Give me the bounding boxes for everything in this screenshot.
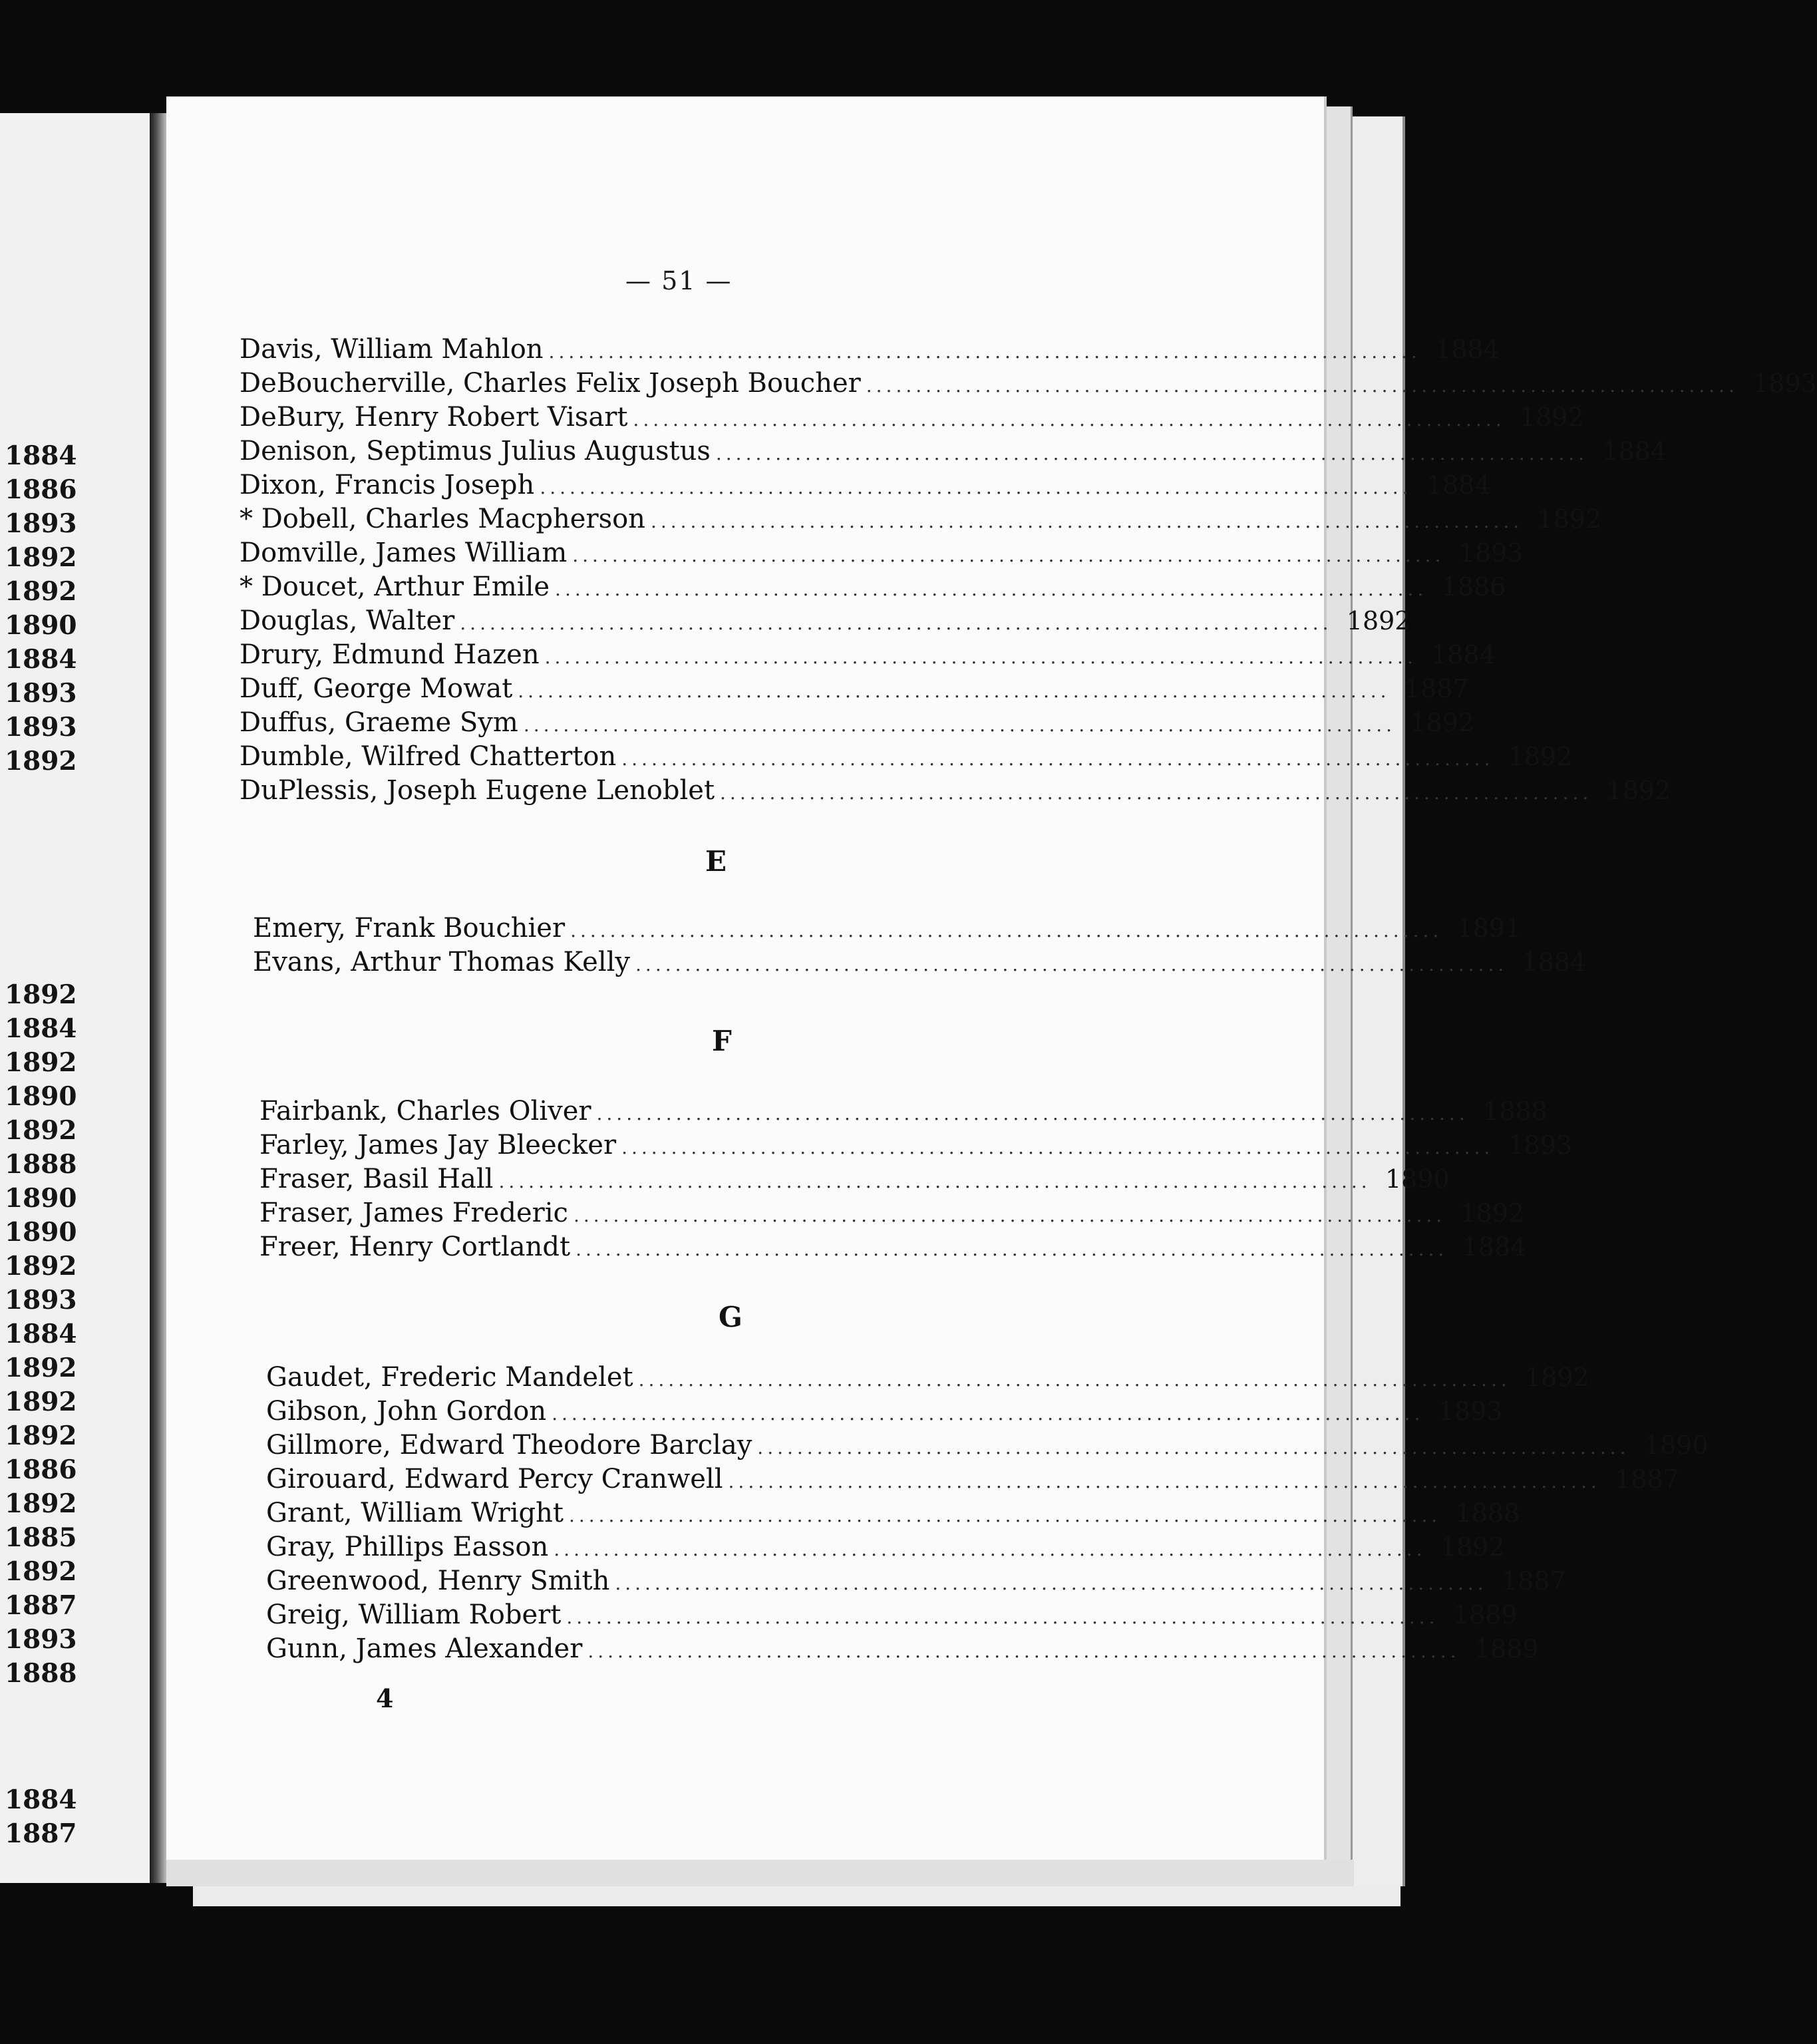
leader-dots: ........................................................................................ [552, 1403, 1424, 1425]
section-e-list [253, 912, 1587, 979]
list-item [240, 502, 1602, 536]
entry-name: Farley, James Jay Bleecker [259, 1130, 617, 1160]
list-item [266, 1395, 1503, 1429]
left-year: 1892 [5, 1556, 77, 1587]
list-item [240, 367, 1817, 401]
section-heading-g: G [719, 1301, 743, 1333]
left-year: 1892 [5, 979, 77, 1010]
leader-dots: ........................................................................................ [540, 476, 1412, 498]
list-item [266, 1429, 1709, 1462]
leader-dots: ........................................................................................ [757, 1437, 1630, 1458]
left-year: 1884 [5, 644, 77, 675]
entry-name: Gunn, James Alexander [266, 1633, 583, 1664]
section-heading-f: F [712, 1025, 732, 1057]
entry-year: 1893 [1438, 1397, 1503, 1426]
list-item [266, 1530, 1505, 1564]
entry-year: 1889 [1474, 1634, 1539, 1663]
left-year: 1886 [5, 474, 77, 505]
entry-year: 1893 [1508, 1130, 1573, 1160]
left-year: 1884 [5, 1785, 77, 1815]
entry-year: 1886 [1441, 572, 1506, 601]
leader-dots: ........................................................................................ [596, 1103, 1469, 1124]
left-year: 1890 [5, 1217, 77, 1248]
entry-name: Freer, Henry Cortlandt [259, 1232, 571, 1262]
left-year: 1884 [5, 440, 77, 471]
list-item [240, 434, 1667, 468]
entry-year: 1892 [1537, 504, 1602, 534]
list-item [240, 706, 1475, 740]
entry-name: Duffus, Graeme Sym [240, 707, 518, 738]
left-years-group-2 [5, 978, 78, 1691]
leader-dots: ........................................................................................ [570, 920, 1443, 941]
leader-dots: ........................................................................................ [523, 714, 1397, 736]
entry-name: * Doucet, Arthur Emile [240, 572, 550, 602]
entry-name: Dixon, Francis Joseph [240, 470, 535, 500]
left-year: 1890 [5, 1183, 77, 1214]
entry-name: * Dobell, Charles Macpherson [240, 504, 645, 534]
entry-name: Douglas, Walter [240, 605, 455, 636]
entry-year: 1892 [1410, 708, 1475, 737]
leader-dots: ........................................................................................ [866, 375, 1738, 397]
list-item [266, 1462, 1679, 1496]
entry-year: 1892 [1606, 776, 1671, 805]
left-year: 1888 [5, 1149, 77, 1180]
entry-name: Gillmore, Edward Theodore Barclay [266, 1430, 752, 1460]
leader-dots: ........................................................................................ [621, 1136, 1494, 1158]
list-item [266, 1632, 1539, 1666]
entry-name: Domville, James William [240, 538, 568, 568]
list-item [259, 1128, 1573, 1162]
entry-name: DeBoucherville, Charles Felix Joseph Boucher [240, 368, 861, 399]
list-item [240, 672, 1469, 706]
page-edge [193, 1886, 1401, 1906]
entry-name: Dumble, Wilfred Chatterton [240, 741, 617, 772]
entry-year: 1892 [1346, 606, 1411, 635]
leader-dots: ........................................................................................ [460, 612, 1333, 634]
list-item [240, 604, 1411, 638]
entry-year: 1887 [1501, 1566, 1566, 1596]
list-item [240, 740, 1573, 774]
left-year: 1890 [5, 1081, 77, 1112]
entry-name: Denison, Septimus Julius Augustus [240, 436, 711, 466]
left-year: 1893 [5, 678, 77, 709]
entry-name: Emery, Frank Bouchier [253, 913, 566, 943]
list-item [253, 945, 1587, 979]
leader-dots: ........................................................................................ [635, 953, 1508, 975]
leader-dots: ........................................................................................ [518, 680, 1391, 702]
leader-dots: ........................................................................................ [621, 748, 1494, 770]
entry-name: Girouard, Edward Percy Cranwell [266, 1464, 723, 1494]
leader-dots: ........................................................................................ [720, 782, 1593, 804]
entry-name: Gray, Phillips Easson [266, 1532, 549, 1562]
left-year: 1892 [5, 1421, 77, 1451]
entry-year: 1892 [1460, 1198, 1525, 1228]
left-years-group-1 [5, 439, 78, 778]
section-d-list [240, 333, 1817, 808]
leader-dots: ........................................................................................ [572, 544, 1445, 566]
entry-year: 1884 [1602, 436, 1667, 466]
leader-dots: ........................................................................................ [638, 1369, 1511, 1391]
list-item [240, 401, 1584, 434]
left-year: 1892 [5, 1353, 77, 1383]
left-facing-page [0, 113, 154, 1883]
entry-year: 1891 [1456, 914, 1522, 943]
list-item [240, 774, 1671, 808]
section-f-list [259, 1095, 1573, 1264]
entry-name: Fraser, James Frederic [259, 1198, 568, 1228]
entry-name: Fraser, Basil Hall [259, 1164, 494, 1194]
list-item [259, 1196, 1525, 1230]
leader-dots: ........................................................................................ [715, 442, 1589, 464]
left-year: 1893 [5, 1285, 77, 1315]
entry-year: 1893 [1458, 538, 1524, 568]
leader-dots: ........................................................................................ [566, 1606, 1439, 1628]
entry-name: Grant, William Wright [266, 1498, 564, 1528]
entry-name: Greig, William Robert [266, 1600, 562, 1630]
entry-year: 1892 [1525, 1363, 1589, 1392]
left-year: 1890 [5, 610, 77, 641]
left-year: 1892 [5, 542, 77, 573]
list-item [266, 1496, 1520, 1530]
list-item [240, 468, 1491, 502]
left-year: 1892 [5, 1251, 77, 1281]
section-heading-e: E [705, 845, 727, 878]
leader-dots: ........................................................................................ [568, 1504, 1442, 1526]
leader-dots: ........................................................................................ [555, 578, 1428, 600]
list-item [259, 1095, 1548, 1128]
entry-name: DeBury, Henry Robert Visart [240, 402, 628, 432]
section-g-list [266, 1361, 1709, 1666]
entry-year: 1889 [1452, 1600, 1518, 1629]
left-year: 1884 [5, 1013, 77, 1044]
left-year: 1887 [5, 1590, 77, 1621]
leader-dots: ........................................................................................ [615, 1572, 1488, 1594]
left-year: 1885 [5, 1522, 77, 1553]
entry-name: Drury, Edmund Hazen [240, 639, 540, 670]
list-item [266, 1598, 1518, 1632]
signature-mark: 4 [376, 1683, 394, 1713]
list-item [259, 1230, 1527, 1264]
entry-year: 1888 [1483, 1097, 1548, 1126]
leader-dots: ........................................................................................ [728, 1470, 1601, 1492]
entry-year: 1884 [1431, 640, 1496, 669]
entry-name: Gibson, John Gordon [266, 1396, 547, 1427]
entry-name: Duff, George Mowat [240, 673, 513, 704]
left-year: 1892 [5, 1488, 77, 1519]
list-item [240, 536, 1524, 570]
entry-year: 1890 [1643, 1431, 1709, 1460]
leader-dots: ........................................................................................ [576, 1238, 1448, 1260]
left-year: 1892 [5, 576, 77, 607]
entry-name: Greenwood, Henry Smith [266, 1566, 610, 1596]
left-year: 1893 [5, 712, 77, 743]
entry-year: 1887 [1615, 1464, 1679, 1494]
list-item [240, 570, 1506, 604]
left-year: 1893 [5, 508, 77, 539]
left-year: 1892 [5, 746, 77, 776]
left-years-group-3 [5, 1783, 78, 1851]
list-item [240, 638, 1496, 672]
left-year: 1892 [5, 1115, 77, 1146]
entry-year: 1892 [1519, 403, 1584, 432]
entry-year: 1892 [1440, 1532, 1505, 1562]
entry-name: Fairbank, Charles Oliver [259, 1096, 591, 1126]
list-item [240, 333, 1500, 367]
entry-year: 1892 [1508, 742, 1573, 771]
leader-dots: ........................................................................................ [573, 1204, 1446, 1226]
entry-name: Davis, William Mahlon [240, 334, 544, 365]
left-year: 1884 [5, 1319, 77, 1349]
leader-dots: ........................................................................................ [587, 1640, 1460, 1662]
leader-dots: ........................................................................................ [633, 409, 1506, 430]
entry-year: 1884 [1435, 335, 1500, 364]
entry-year: 1884 [1462, 1232, 1527, 1262]
leader-dots: ........................................................................................ [548, 341, 1421, 363]
entry-name: Gaudet, Frederic Mandelet [266, 1362, 633, 1393]
book-gutter [150, 113, 166, 1883]
entry-year: 1887 [1404, 674, 1469, 703]
list-item [266, 1361, 1589, 1395]
list-item [266, 1564, 1566, 1598]
list-item [259, 1162, 1450, 1196]
left-year: 1892 [5, 1387, 77, 1417]
leader-dots: ........................................................................................ [650, 510, 1524, 532]
entry-name: DuPlessis, Joseph Eugene Lenoblet [240, 775, 715, 806]
left-year: 1887 [5, 1818, 77, 1849]
leader-dots: ........................................................................................ [554, 1538, 1426, 1560]
entry-year: 1890 [1385, 1164, 1450, 1194]
entry-year: 1884 [1522, 947, 1587, 977]
page-edge [166, 1860, 1354, 1886]
entry-year: 1893 [1752, 369, 1817, 398]
left-year: 1892 [5, 1047, 77, 1078]
entry-name: Evans, Arthur Thomas Kelly [253, 947, 631, 977]
entry-year: 1884 [1426, 470, 1491, 500]
page-number: — 51 — [625, 266, 733, 295]
leader-dots: ........................................................................................ [498, 1170, 1371, 1192]
list-item [253, 912, 1522, 945]
left-year: 1886 [5, 1454, 77, 1485]
leader-dots: ........................................................................................ [544, 646, 1417, 668]
entry-year: 1888 [1455, 1498, 1520, 1528]
left-year: 1893 [5, 1624, 77, 1655]
left-year: 1888 [5, 1658, 77, 1689]
